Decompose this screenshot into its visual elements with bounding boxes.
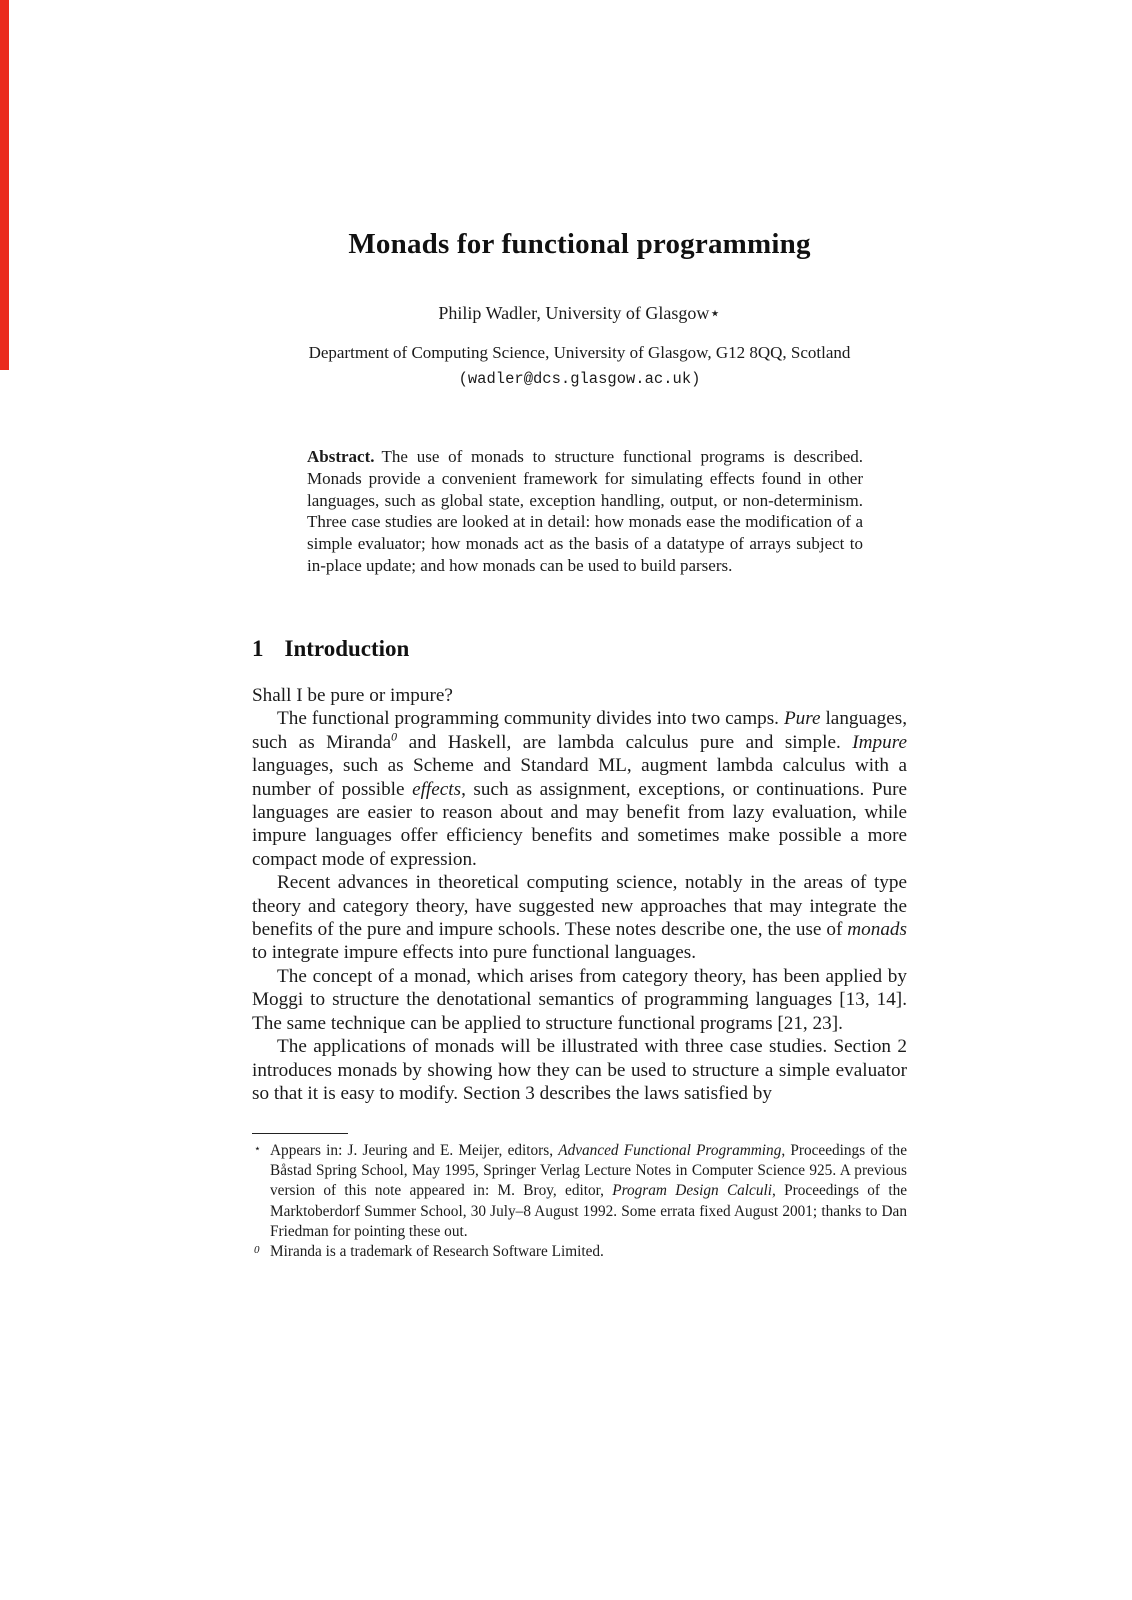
paragraph: The concept of a monad, which arises from category theory, has been applied by Moggi to structure the denotational semantics of programming languages [13, 14]. The same technique can be applied to structure functional programs [21, 23]. [252, 965, 907, 1034]
paragraph: Shall I be pure or impure? [252, 685, 453, 706]
footnote-text: Miranda is a trademark of Research Software Limited. [270, 1243, 604, 1261]
paper-title: Monads for functional programming [348, 228, 811, 260]
body-text [252, 684, 907, 1105]
author-line: Philip Wadler, University of Glasgow⋆ [438, 303, 721, 323]
email-address: (wadler@dcs.glasgow.ac.uk) [458, 369, 701, 388]
email-line [192, 366, 967, 392]
footnote [252, 1242, 907, 1262]
abstract-label: Abstract. [307, 447, 375, 466]
affiliation-line: Department of Computing Science, University of Glasgow, G12 8QQ, Scotland [308, 343, 851, 362]
footnotes-block [252, 1141, 907, 1262]
paragraph: Recent advances in theoretical computing science, notably in the areas of type theory and category theory, have suggested new approaches that may integrate the benefits of the pure and impure schools. These notes describe one, the use of monads to integrate impure effects into pure functional languages. [252, 872, 907, 964]
footnote-text: Appears in: J. Jeuring and E. Meijer, editors, Advanced Functional Programming, Proceedings of the Båstad Spring School, May 1995, Springer Verlag Lecture Notes in Computer Science 925. A previous version of this note appeared in: M. Broy, editor, Program Design Calculi, Proceedings of the Marktoberdorf Summer School, 30 July–8 August 1992. Some errata fixed August 2001; thanks to Dan Friedman for pointing these out. [270, 1142, 908, 1240]
footnote-rule [252, 1133, 348, 1134]
footnote-marker-star: ⋆ [254, 1143, 261, 1155]
paragraph: The applications of monads will be illustrated with three case studies. Section 2 introduces monads by showing how they can be used to structure a simple evaluator so that it is easy to modify. Section 3 describes the laws satisfied by [252, 1036, 907, 1104]
section-number: 1 [252, 636, 264, 661]
affiliation-block [192, 341, 967, 391]
paragraph: The functional programming community divides into two camps. Pure languages, such as Miranda$^0$ and Haskell, are lambda calculus pure and simple. Impure languages, such as Scheme and Standard ML, augment lambda calculus with a number of possible effects, such as assignment, exceptions, or continuations. Pure languages are easier to reason about and may benefit from lazy evaluation, while impure languages offer efficiency benefits and sometimes make possible a more compact mode of expression. [252, 708, 908, 870]
abstract-text: The use of monads to structure functional programs is described. Monads provide a convenient framework for simulating effects found in other languages, such as global state, exception handling, output, or non-determinism. Three case studies are looked at in detail: how monads ease the modification of a simple evaluator; how monads act as the basis of a datatype of arrays subject to in-place update; and how monads can be used to build parsers. [307, 447, 863, 575]
section-heading [252, 636, 409, 662]
footnote [252, 1141, 907, 1242]
section-title: Introduction [284, 636, 410, 661]
red-marker-bar [0, 0, 9, 370]
abstract-block [307, 446, 863, 577]
footnote-marker-zero: 0 [254, 1244, 260, 1257]
